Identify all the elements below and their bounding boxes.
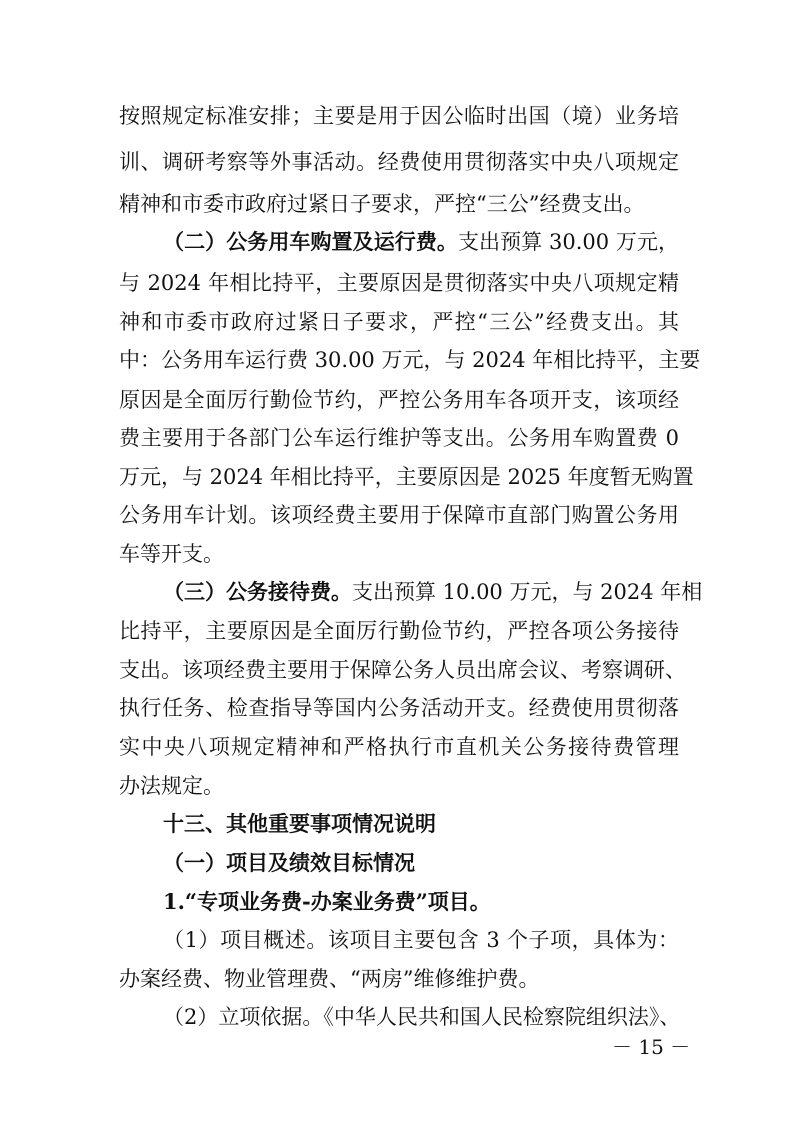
section-heading-vehicle-title: （二）公务用车购置及运行费。 xyxy=(163,229,458,254)
paragraph-line: 训、调研考察等外事活动。经费使用贯彻落实中央八项规定 xyxy=(119,150,679,174)
paragraph-line: 费主要用于各部门公车运行维护等支出。公务用车购置费 0 xyxy=(119,426,679,450)
project-title: 1.“专项业务费-办案业务费”项目。 xyxy=(163,889,491,914)
paragraph-line: 万元，与 2024 年相比持平，主要原因是 2025 年度暂无购置 xyxy=(119,465,694,489)
paragraph-line: 办法规定。 xyxy=(119,774,224,798)
paragraph-line: 原因是全面厉行勤俭节约，严控公务用车各项开支，该项经 xyxy=(119,388,679,412)
section-heading-reception-text: 支出预算 10.00 万元，与 2024 年相 xyxy=(352,580,703,604)
section-heading-reception-title: （三）公务接待费。 xyxy=(163,579,352,604)
section-heading-vehicle-text: 支出预算 30.00 万元， xyxy=(457,230,680,254)
section-title: 十三、其他重要事项情况说明 xyxy=(163,811,436,836)
paragraph-line: 车等开支。 xyxy=(119,542,224,566)
paragraph-line: 与 2024 年相比持平，主要原因是贯彻落实中央八项规定精 xyxy=(119,271,679,295)
paragraph-line: （2）立项依据。《中华人民共和国人民检察院组织法》、 xyxy=(163,1005,681,1029)
paragraph-line: 实中央八项规定精神和严格执行市直机关公务接待费管理 xyxy=(119,735,679,759)
paragraph-line: 办案经费、物业管理费、“两房”维修维护费。 xyxy=(119,967,540,991)
paragraph-line: 执行任务、检查指导等国内公务活动开支。经费使用贯彻落 xyxy=(119,696,679,720)
paragraph-line: 中：公务用车运行费 30.00 万元，与 2024 年相比持平，主要 xyxy=(119,348,701,372)
subsection-title: （一）项目及绩效目标情况 xyxy=(163,850,415,875)
paragraph-line: （1）项目概述。该项目主要包含 3 个子项，具体为： xyxy=(163,928,679,952)
paragraph-line: 神和市委市政府过紧日子要求，严控“三公”经费支出。其 xyxy=(119,310,679,334)
paragraph-line: 公务用车计划。该项经费主要用于保障市直部门购置公务用 xyxy=(119,503,679,527)
paragraph-line: 比持平，主要原因是全面厉行勤俭节约，严控各项公务接待 xyxy=(119,619,679,643)
paragraph-line: 精神和市委市政府过紧日子要求，严控“三公”经费支出。 xyxy=(119,192,645,216)
section-heading-reception xyxy=(163,577,703,607)
page-number: － 15 － xyxy=(612,1035,691,1059)
paragraph-line: 按照规定标准安排；主要是用于因公临时出国（境）业务培 xyxy=(119,104,679,128)
paragraph-line: 支出。该项经费主要用于保障公务人员出席会议、考察调研、 xyxy=(119,658,686,682)
section-heading-vehicle xyxy=(163,227,679,257)
